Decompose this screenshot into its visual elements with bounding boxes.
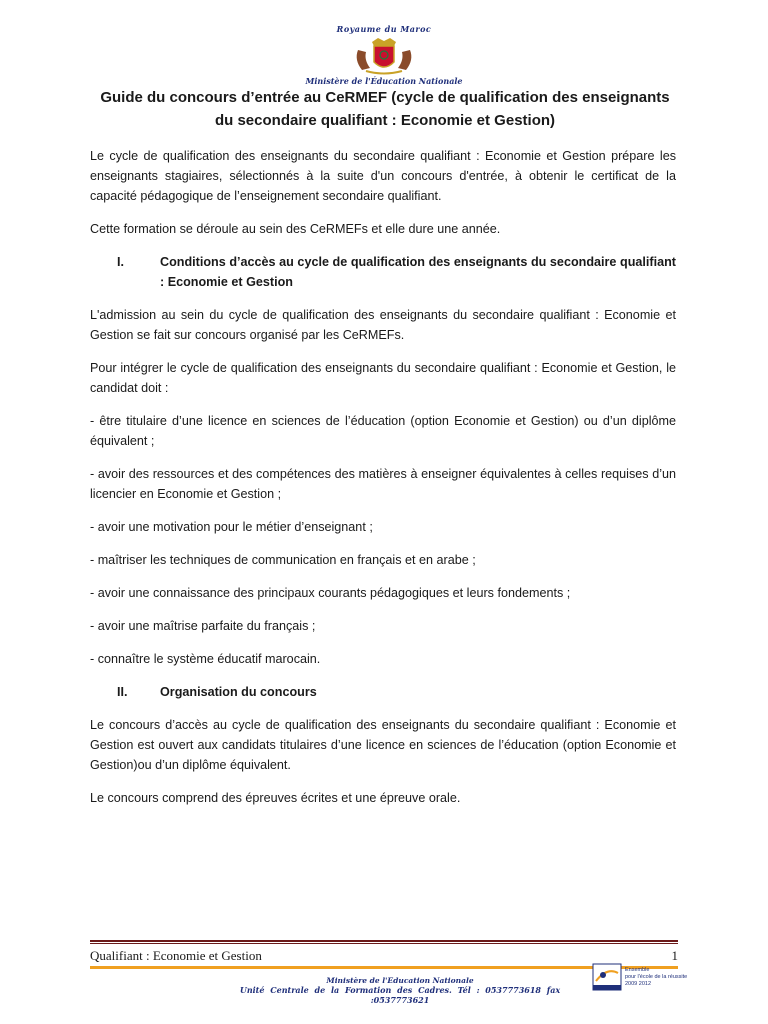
section-heading-1 (90, 252, 676, 292)
list-item: - être titulaire d’une licence en sciences de l’éducation (option Economie et Gestion) ou d’un diplôme équivalent ; (90, 414, 676, 448)
moroccan-coat-of-arms-icon (352, 36, 416, 76)
list-item: - avoir une motivation pour le métier d’enseignant ; (90, 520, 373, 534)
body-paragraph: L'admission au sein du cycle de qualification des enseignants du secondaire qualifiant : Economie et Gestion se fait sur concours organisé par les CeRMEFs. (90, 308, 676, 342)
list-item: - avoir des ressources et des compétences des matières à enseigner équivalentes à celles requises d’un licencier en Economie et Gestion ; (90, 467, 676, 501)
document-header (0, 24, 768, 86)
document-title: Guide du concours d’entrée au CeRMEF (cycle de qualification des enseignants du secondaire qualifiant : Economie et Gestion) (100, 89, 670, 129)
footer-address: Unité Centrale de la Formation des Cadres. Tél : 0537773618 fax :0537773621 (239, 985, 561, 1005)
list-item: - connaître le système éducatif marocain. (90, 652, 321, 666)
document-body (90, 146, 676, 821)
list-item: - maîtriser les techniques de communication en français et en arabe ; (90, 553, 476, 567)
footer-rule (90, 943, 678, 944)
footer-ministry: Ministère de l'Education Nationale (326, 976, 474, 985)
kingdom-heading: Royaume du Maroc (336, 24, 432, 34)
intro-paragraph: Le cycle de qualification des enseignants du secondaire qualifiant : Economie et Gestion prépare les enseignants stagiaires, sélectionnés à la suite d'un concours d'entrée, à obtenir le certificat de la capacité pédagogique de l’enseignement secondaire qualifiant. (90, 149, 676, 203)
section-title: Organisation du concours (160, 685, 317, 699)
section-heading-2 (90, 682, 676, 702)
school-success-logo (592, 962, 702, 992)
body-paragraph: Pour intégrer le cycle de qualification des enseignants du secondaire qualifiant : Economie et Gestion, le candidat doit : (90, 361, 676, 395)
list-item: - avoir une maîtrise parfaite du français ; (90, 619, 316, 633)
footer-rule (90, 940, 678, 942)
footer-accent-rule (90, 966, 678, 969)
page-number: 1 (671, 948, 678, 963)
school-logo-icon (592, 963, 622, 991)
list-item: - avoir une connaissance des principaux courants pédagogiques et leurs fondements ; (90, 586, 571, 600)
section-title: Conditions d’accès au cycle de qualification des enseignants du secondaire qualifiant : Economie et Gestion (160, 255, 676, 289)
ministry-heading: Ministère de l'Éducation Nationale (305, 76, 463, 86)
page-footer (90, 948, 678, 964)
body-paragraph: Le concours comprend des épreuves écrites et une épreuve orale. (90, 791, 461, 805)
body-paragraph: Le concours d’accès au cycle de qualification des enseignants du secondaire qualifiant : Economie et Gestion est ouvert aux candidats titulaires d’une licence en sciences de l’éducation (option Economie et Gestion)ou d’un diplôme équivalent. (90, 718, 676, 772)
section-number: II. (117, 685, 128, 699)
intro-paragraph: Cette formation se déroule au sein des CeRMEFs et elle dure une année. (90, 222, 501, 236)
running-title: Qualifiant : Economie et Gestion (90, 948, 262, 963)
section-number: I. (117, 255, 124, 269)
footer-address-block (220, 976, 580, 1005)
logo-text: Ensemble pour l'école de la réussite 2009 2012 (625, 966, 688, 987)
